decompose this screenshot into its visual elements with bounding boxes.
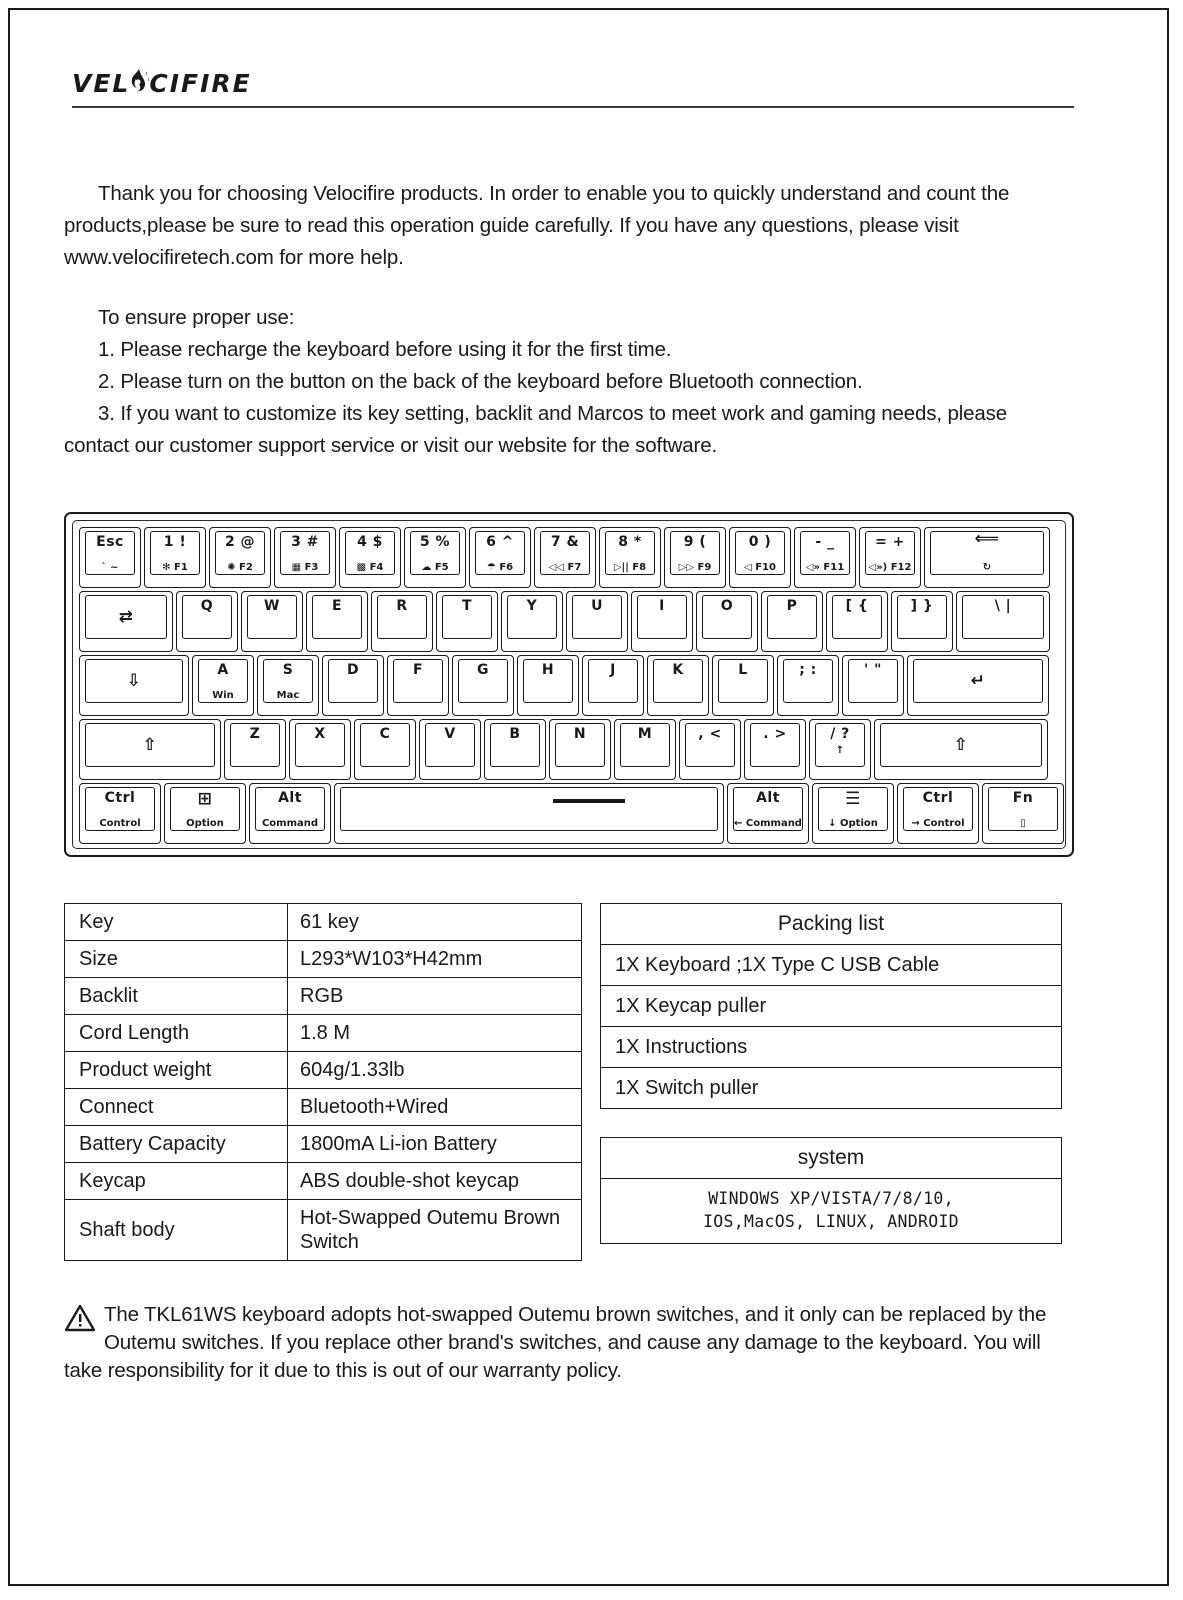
keyboard-case	[64, 512, 1074, 857]
key-k[interactable]	[647, 655, 709, 716]
key-legend: A	[217, 662, 229, 678]
spec-key: Shaft body	[65, 1200, 288, 1261]
keyboard-row	[79, 527, 1063, 588]
key-legend: \ |	[994, 598, 1012, 614]
key-[interactable]	[924, 527, 1050, 588]
key-legend: Ctrl	[104, 790, 136, 806]
system-title: system	[601, 1138, 1062, 1179]
warning-text: The TKL61WS keyboard adopts hot-swapped Outemu brown switches, and it only can be replaced by the Outemu switches. If you replace other brand's switches, and cause any damage to the keyboard. You will take responsibility for it due to this is out of our warranty policy.	[64, 1303, 1047, 1382]
spacebar-marking	[553, 799, 625, 803]
packing-item: 1X Keycap puller	[601, 986, 1062, 1027]
key-[interactable]	[744, 719, 806, 780]
key-[interactable]	[874, 719, 1048, 780]
key-esc[interactable]	[79, 527, 141, 588]
key-legend: ; :	[799, 662, 817, 678]
key-legend: ⇧	[142, 734, 158, 755]
table-row	[601, 945, 1062, 986]
key-legend: [ {	[845, 598, 869, 614]
key-legend: , <	[698, 726, 722, 742]
spec-key: Key	[65, 904, 288, 941]
key-1[interactable]	[144, 527, 206, 588]
key-sublegend: ↻	[982, 562, 992, 573]
table-row	[65, 904, 582, 941]
key-sublegend: Control	[99, 818, 141, 829]
proper-use-heading: To ensure proper use:	[98, 306, 295, 329]
key-m[interactable]	[614, 719, 676, 780]
key-ctrl[interactable]	[79, 783, 161, 844]
header	[64, 58, 1074, 116]
key-space[interactable]	[334, 783, 724, 844]
key-legend: = +	[875, 534, 905, 550]
key-h[interactable]	[517, 655, 579, 716]
spec-key: Product weight	[65, 1052, 288, 1089]
key-sublegend: ▷|| F8	[613, 562, 647, 573]
table-row	[601, 1027, 1062, 1068]
tables-section	[64, 903, 1074, 1261]
key-t[interactable]	[436, 591, 498, 652]
key-legend: Alt	[278, 790, 302, 806]
key-legend: U	[591, 598, 603, 614]
key-legend: ↵	[970, 670, 986, 691]
key-legend: 5 %	[419, 534, 451, 550]
key-legend: D	[346, 662, 360, 678]
system-line-2: IOS,MacOS, LINUX, ANDROID	[703, 1212, 959, 1231]
key-sublegend: ✻ F1	[162, 562, 188, 573]
spec-value: ABS double-shot keycap	[288, 1163, 582, 1200]
keyboard-row	[79, 783, 1063, 844]
key-sublegend: Win	[212, 690, 234, 701]
key-sublegend: ↓ Option	[828, 818, 878, 829]
key-sublegend: ◁») F12	[868, 562, 912, 573]
key-[interactable]	[859, 527, 921, 588]
key-g[interactable]	[452, 655, 514, 716]
spec-value: 1.8 M	[288, 1015, 582, 1052]
key-sublegend: Mac	[276, 690, 300, 701]
key-sublegend: ▩ F4	[356, 562, 384, 573]
key-q[interactable]	[176, 591, 238, 652]
key-sublegend: ◁ F10	[744, 562, 776, 573]
specifications-table	[64, 903, 582, 1261]
key-legend: ☰	[845, 789, 861, 809]
key-legend: ⇧	[953, 734, 969, 755]
packing-item: 1X Switch puller	[601, 1068, 1062, 1109]
page-border	[8, 8, 1169, 1586]
intro-paragraph: Thank you for choosing Velocifire products. In order to enable you to quickly understand and count the products,please be sure to read this operation guide carefully. If you have any questions, please visit www.velocifiretech.com for more help.	[64, 182, 1010, 269]
key-legend: 7 &	[550, 534, 580, 550]
key-legend: L	[738, 662, 748, 678]
keyboard-row	[79, 591, 1063, 652]
key-y[interactable]	[501, 591, 563, 652]
key-legend: 8 *	[618, 534, 642, 550]
key-x[interactable]	[289, 719, 351, 780]
spec-key: Connect	[65, 1089, 288, 1126]
proper-use-item-2: 2. Please turn on the button on the back of the keyboard before Bluetooth connection.	[98, 370, 863, 393]
key-sublegend: ▷▷ F9	[678, 562, 712, 573]
key-z[interactable]	[224, 719, 286, 780]
key-e[interactable]	[306, 591, 368, 652]
key-legend: Ctrl	[922, 790, 954, 806]
key-legend: 6 ^	[486, 534, 514, 550]
key-legend: X	[314, 726, 326, 742]
key-legend: 4 $	[357, 534, 383, 550]
key-legend: - _	[815, 534, 835, 550]
key-legend: 9 (	[683, 534, 707, 550]
key-legend: F	[412, 662, 424, 678]
spec-value: L293*W103*H42mm	[288, 941, 582, 978]
spec-key: Backlit	[65, 978, 288, 1015]
key-legend: N	[573, 726, 587, 742]
proper-use-item-3: 3. If you want to customize its key setting, backlit and Marcos to meet work and gaming needs, please contact our customer support service or visit our website for the software.	[64, 402, 1007, 457]
key-[interactable]	[907, 655, 1049, 716]
key-8[interactable]	[599, 527, 661, 588]
key-w[interactable]	[241, 591, 303, 652]
keyboard-plate	[79, 527, 1063, 846]
key-s[interactable]	[257, 655, 319, 716]
key-c[interactable]	[354, 719, 416, 780]
key-f[interactable]	[387, 655, 449, 716]
spec-key: Battery Capacity	[65, 1126, 288, 1163]
key-sublegend: ◁◁ F7	[548, 562, 582, 573]
table-row	[65, 1163, 582, 1200]
key-sublegend: ✺ F2	[227, 562, 253, 573]
spec-value: 61 key	[288, 904, 582, 941]
key-legend: Q	[200, 598, 214, 614]
key-[interactable]	[679, 719, 741, 780]
table-row	[65, 978, 582, 1015]
table-row	[65, 1126, 582, 1163]
key-[interactable]	[164, 783, 246, 844]
key-a[interactable]	[192, 655, 254, 716]
table-row	[65, 1089, 582, 1126]
key-legend: E	[331, 598, 343, 614]
key-legend: 1 !	[163, 534, 187, 550]
key-[interactable]	[842, 655, 904, 716]
spec-value: RGB	[288, 978, 582, 1015]
key-r[interactable]	[371, 591, 433, 652]
key-l[interactable]	[712, 655, 774, 716]
key-fn[interactable]	[982, 783, 1064, 844]
key-legend: H	[541, 662, 555, 678]
key-legend: ⟸	[974, 529, 1000, 549]
key-[interactable]	[777, 655, 839, 716]
key-[interactable]	[891, 591, 953, 652]
key-legend: Z	[249, 726, 261, 742]
key-legend: ⇩	[126, 670, 142, 691]
key-legend: Y	[526, 598, 538, 614]
key-[interactable]	[812, 783, 894, 844]
key-legend: Alt	[756, 790, 780, 806]
key-sublegend: Option	[186, 818, 224, 829]
packing-item: 1X Keyboard ;1X Type C USB Cable	[601, 945, 1062, 986]
key-legend: / ?	[830, 726, 850, 742]
key-legend: C	[379, 726, 391, 742]
spec-value: Hot-Swapped Outemu Brown Switch	[288, 1200, 582, 1261]
key-legend: 3 #	[291, 534, 319, 550]
key-o[interactable]	[696, 591, 758, 652]
key-sublegend: ◁» F11	[805, 562, 845, 573]
spec-key: Keycap	[65, 1163, 288, 1200]
key-legend: . >	[763, 726, 787, 742]
system-values	[601, 1179, 1062, 1244]
warning-triangle-icon	[64, 1303, 98, 1333]
header-divider	[72, 106, 1074, 108]
key-2[interactable]	[209, 527, 271, 588]
key-legend: P	[786, 598, 798, 614]
key-legend: Fn	[1012, 790, 1034, 806]
key-sublegend: Command	[261, 818, 319, 829]
key-legend: J	[610, 662, 616, 678]
key-ctrl[interactable]	[897, 783, 979, 844]
warning-section	[64, 1301, 1074, 1385]
key-5[interactable]	[404, 527, 466, 588]
spec-key: Cord Length	[65, 1015, 288, 1052]
key-legend: I	[659, 598, 665, 614]
key-b[interactable]	[484, 719, 546, 780]
table-row	[601, 1179, 1062, 1244]
packing-list-title: Packing list	[601, 904, 1062, 945]
intro-section	[64, 178, 1074, 462]
key-v[interactable]	[419, 719, 481, 780]
key-4[interactable]	[339, 527, 401, 588]
key-sublegend: ▯	[1020, 818, 1026, 829]
key-legend: G	[477, 662, 489, 678]
system-line-1: WINDOWS XP/VISTA/7/8/10,	[708, 1189, 954, 1208]
spec-value: 1800mA Li-ion Battery	[288, 1126, 582, 1163]
brand-name-left: VEL	[72, 68, 131, 98]
key-legend: M	[637, 726, 653, 742]
key-legend: 2 @	[224, 534, 256, 550]
key-legend: ] }	[910, 598, 934, 614]
key-legend: ⇄	[118, 606, 134, 627]
spec-value: 604g/1.33lb	[288, 1052, 582, 1089]
key-sublegend: ↑	[835, 745, 845, 756]
key-[interactable]	[79, 591, 173, 652]
key-3[interactable]	[274, 527, 336, 588]
key-[interactable]	[956, 591, 1050, 652]
key-legend: T	[461, 598, 473, 614]
key-[interactable]	[809, 719, 871, 780]
key-j[interactable]	[582, 655, 644, 716]
key-sublegend: ▦ F3	[291, 562, 319, 573]
key-[interactable]	[79, 655, 189, 716]
key-legend: W	[264, 598, 280, 614]
packing-item: 1X Instructions	[601, 1027, 1062, 1068]
key-n[interactable]	[549, 719, 611, 780]
key-[interactable]	[826, 591, 888, 652]
packing-list-table	[600, 903, 1062, 1109]
table-row	[65, 1015, 582, 1052]
key-sublegend: ☂ F6	[486, 562, 514, 573]
key-legend: ⊞	[197, 789, 213, 809]
key-legend: R	[396, 598, 408, 614]
key-[interactable]	[794, 527, 856, 588]
spec-key: Size	[65, 941, 288, 978]
key-legend: 0 )	[748, 534, 772, 550]
table-row	[601, 986, 1062, 1027]
key-u[interactable]	[566, 591, 628, 652]
keyboard-row	[79, 719, 1063, 780]
key-7[interactable]	[534, 527, 596, 588]
key-sublegend: ` ~	[101, 562, 119, 573]
table-row	[65, 941, 582, 978]
key-alt[interactable]	[249, 783, 331, 844]
key-legend: B	[509, 726, 521, 742]
brand-logo	[72, 70, 252, 96]
key-[interactable]	[79, 719, 221, 780]
key-legend: V	[444, 726, 456, 742]
key-p[interactable]	[761, 591, 823, 652]
key-alt[interactable]	[727, 783, 809, 844]
keyboard-row	[79, 655, 1063, 716]
system-table	[600, 1137, 1062, 1244]
key-0[interactable]	[729, 527, 791, 588]
key-9[interactable]	[664, 527, 726, 588]
spec-value: Bluetooth+Wired	[288, 1089, 582, 1126]
table-row	[65, 1200, 582, 1261]
table-row	[601, 1138, 1062, 1179]
key-6[interactable]	[469, 527, 531, 588]
table-row	[65, 1052, 582, 1089]
key-legend: O	[720, 598, 734, 614]
key-legend: K	[672, 662, 684, 678]
key-sublegend: → Control	[911, 818, 965, 829]
key-i[interactable]	[631, 591, 693, 652]
flame-icon	[127, 70, 151, 96]
brand-name-right: CIFIRE	[149, 68, 252, 98]
key-legend: ' "	[864, 662, 882, 678]
key-legend: S	[282, 662, 294, 678]
key-d[interactable]	[322, 655, 384, 716]
keyboard-diagram	[64, 512, 1074, 857]
key-sublegend: ← Command	[734, 818, 802, 829]
table-row	[601, 1068, 1062, 1109]
key-sublegend: ☁ F5	[421, 562, 449, 573]
proper-use-item-1: 1. Please recharge the keyboard before using it for the first time.	[98, 338, 672, 361]
key-legend: Esc	[96, 534, 124, 550]
table-row	[601, 904, 1062, 945]
